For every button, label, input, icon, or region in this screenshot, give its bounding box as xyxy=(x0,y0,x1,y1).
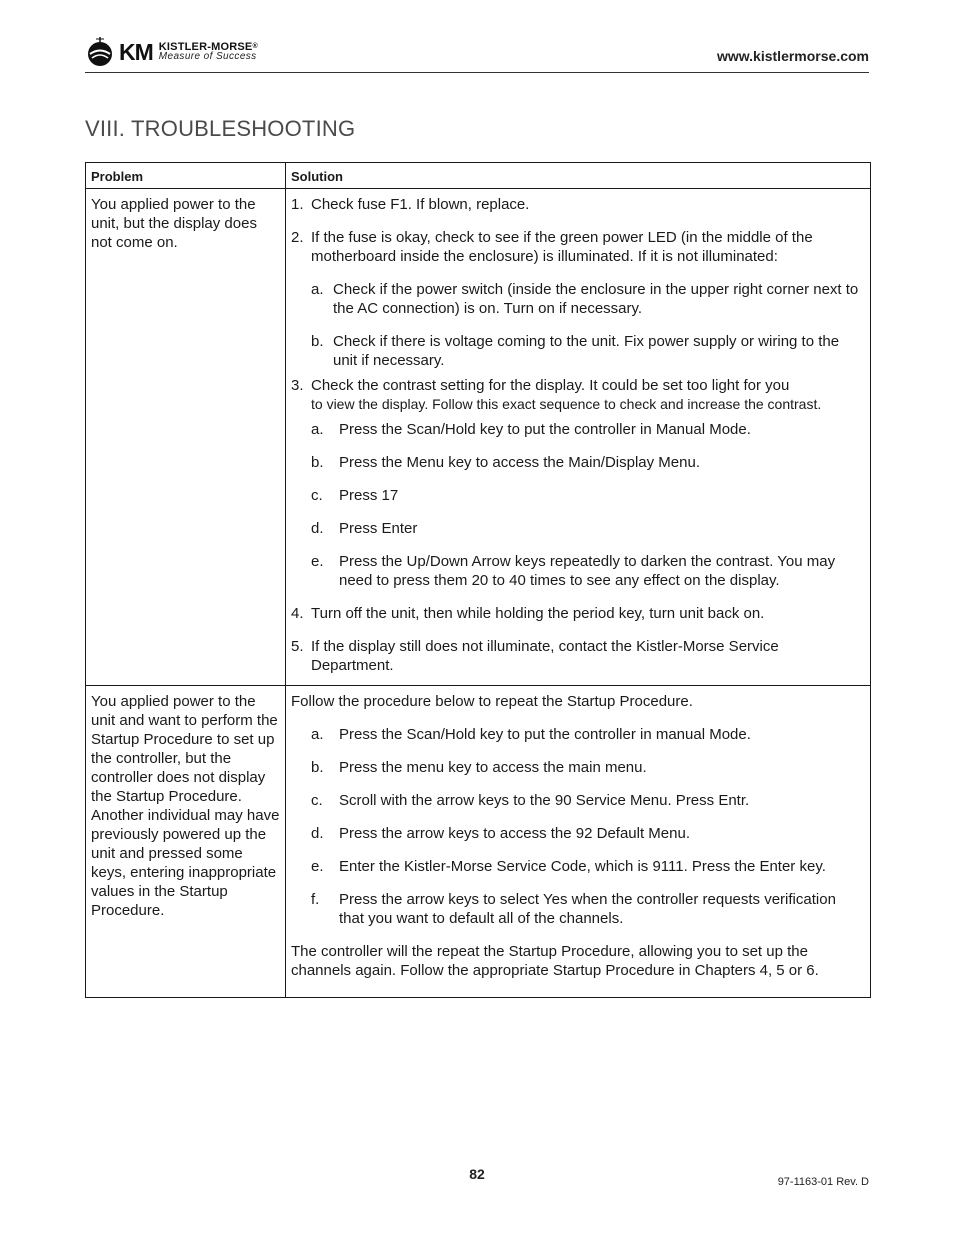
solution-substep xyxy=(291,280,865,318)
solution-step xyxy=(291,376,865,414)
substep-text: Press the Menu key to access the Main/Display Menu. xyxy=(339,454,700,471)
step-text: If the display still does not illuminate, contact the Kistler-Morse Service Department. xyxy=(311,638,779,674)
solution-step xyxy=(291,604,865,623)
logo-company-name: KISTLER-MORSE xyxy=(158,41,253,53)
substep-letter: d. xyxy=(311,520,324,537)
substep-letter: c. xyxy=(311,792,323,809)
solution-step xyxy=(291,228,865,266)
logo-km-text: KM xyxy=(119,38,153,65)
table-row xyxy=(86,686,871,998)
step-text-line: Check the contrast setting for the display. It could be set too light for you xyxy=(311,377,790,394)
substep-text: Scroll with the arrow keys to the 90 Service Menu. Press Entr. xyxy=(339,792,750,809)
substep-letter: d. xyxy=(311,825,324,842)
substep-letter: a. xyxy=(311,421,324,438)
solution-substep xyxy=(291,420,865,439)
solution-substep xyxy=(291,890,865,928)
substep-text: Press the Scan/Hold key to put the controller in Manual Mode. xyxy=(339,421,751,438)
substep-letter: b. xyxy=(311,759,324,776)
solution-cell xyxy=(286,189,871,686)
substep-letter: e. xyxy=(311,858,324,875)
solution-substep xyxy=(291,332,865,370)
solution-substep xyxy=(291,519,865,538)
step-number: 3. xyxy=(291,377,304,394)
column-header-problem: Problem xyxy=(86,163,286,189)
section-title: VIII. TROUBLESHOOTING xyxy=(85,116,356,141)
step-number: 2. xyxy=(291,229,304,246)
step-text xyxy=(311,376,821,414)
substep-text: Press Enter xyxy=(339,520,418,537)
step-text: Check fuse F1. If blown, replace. xyxy=(311,196,530,213)
step-text: Turn off the unit, then while holding the period key, turn unit back on. xyxy=(311,605,765,622)
step-number: 1. xyxy=(291,196,304,213)
solution-substep xyxy=(291,824,865,843)
solution-substep xyxy=(291,857,865,876)
substep-text: Check if there is voltage coming to the unit. Fix power supply or wiring to the unit if necessary. xyxy=(333,333,840,369)
solution-intro: Follow the procedure below to repeat the Startup Procedure. xyxy=(291,693,693,710)
solution-substep xyxy=(291,791,865,810)
substep-letter: a. xyxy=(311,281,324,298)
logo-registered-mark: ® xyxy=(252,43,258,50)
logo-mark-icon xyxy=(85,37,115,67)
company-logo xyxy=(85,36,258,68)
solution-step xyxy=(291,195,865,214)
substep-text: Press the Up/Down Arrow keys repeatedly to darken the contrast. You may need to press them 20 to 40 times to see any effect on the display. xyxy=(339,553,836,589)
solution-step xyxy=(291,637,865,675)
page-header xyxy=(85,34,869,73)
step-number: 5. xyxy=(291,638,304,655)
solution-substep xyxy=(291,552,865,590)
substep-letter: a. xyxy=(311,726,324,743)
substep-text: Press the menu key to access the main menu. xyxy=(339,759,647,776)
solution-outro: The controller will the repeat the Startup Procedure, allowing you to set up the channels again. Follow the appropriate Startup Procedure in Chapters 4, 5 or 6. xyxy=(291,943,819,979)
substep-letter: e. xyxy=(311,553,324,570)
troubleshooting-table xyxy=(85,162,871,998)
substep-letter: f. xyxy=(311,891,320,908)
substep-text: Press the arrow keys to select Yes when the controller requests verification that you want to default all of the channels. xyxy=(339,891,836,927)
website-url[interactable]: www.kistlermorse.com xyxy=(717,48,869,64)
substep-letter: b. xyxy=(311,454,324,471)
substep-text: Enter the Kistler-Morse Service Code, which is 9111. Press the Enter key. xyxy=(339,858,826,875)
substep-text: Check if the power switch (inside the enclosure in the upper right corner next to the AC connection) is on. Turn on if necessary. xyxy=(333,281,859,317)
document-number: 97-1163-01 Rev. D xyxy=(777,1176,869,1188)
substep-text: Press 17 xyxy=(339,487,399,504)
step-text: If the fuse is okay, check to see if the green power LED (in the middle of the motherboard inside the enclosure) is illuminated. If it is not illuminated: xyxy=(311,229,813,265)
substep-letter: c. xyxy=(311,487,323,504)
solution-substep xyxy=(291,725,865,744)
page-number: 82 xyxy=(469,1166,485,1182)
problem-cell: You applied power to the unit and want to perform the Startup Procedure to set up the controller, but the controller does not display the Startup Procedure. Another individual may have previously powered up the unit and pressed some keys, entering inappropriate values in the Startup Procedure. xyxy=(86,686,286,998)
step-number: 4. xyxy=(291,605,304,622)
substep-text: Press the Scan/Hold key to put the controller in manual Mode. xyxy=(339,726,751,743)
solution-cell xyxy=(286,686,871,998)
solution-substep xyxy=(291,758,865,777)
table-row xyxy=(86,189,871,686)
table-header-row xyxy=(86,163,871,189)
solution-substep xyxy=(291,453,865,472)
substep-text: Press the arrow keys to access the 92 Default Menu. xyxy=(339,825,690,842)
problem-cell: You applied power to the unit, but the display does not come on. xyxy=(86,189,286,686)
substep-letter: b. xyxy=(311,333,324,350)
solution-substep xyxy=(291,486,865,505)
logo-tagline: Measure of Success xyxy=(158,51,257,62)
step-text-line: to view the display. Follow this exact sequence to check and increase the contrast. xyxy=(311,396,822,412)
column-header-solution: Solution xyxy=(286,163,871,189)
